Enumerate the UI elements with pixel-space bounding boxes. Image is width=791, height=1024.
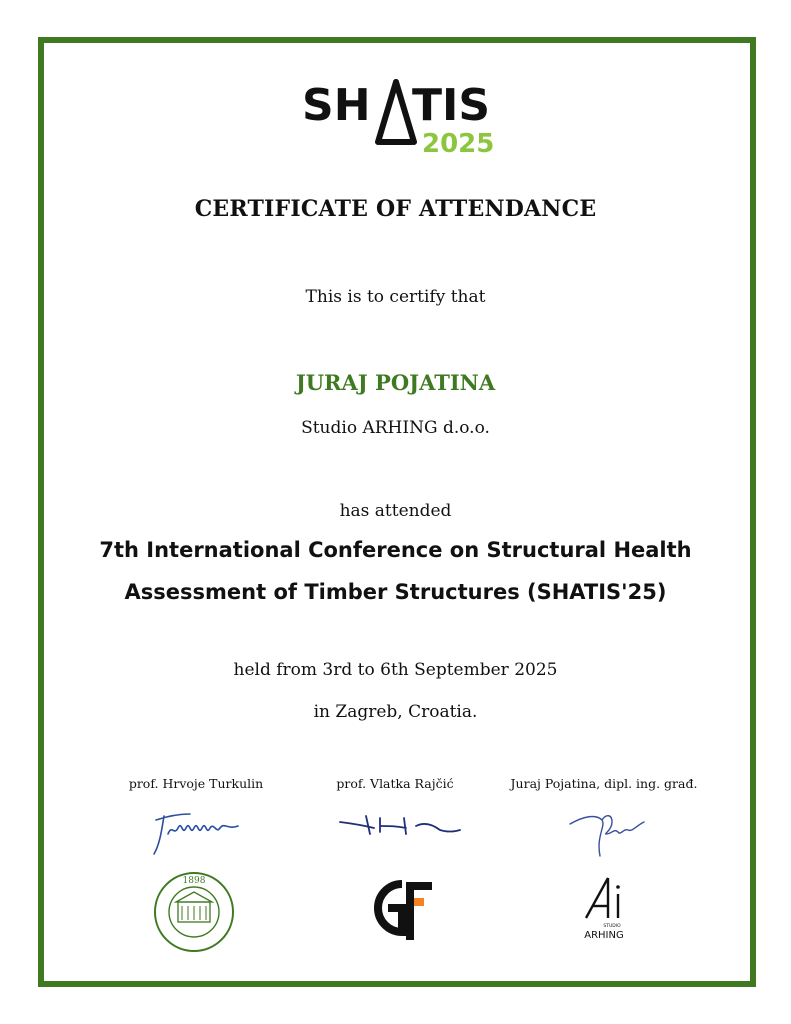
gf-faculty-logo bbox=[372, 876, 436, 942]
logo-text-sh: SH bbox=[302, 80, 371, 131]
arhing-label: ARHING bbox=[584, 930, 624, 941]
attended-text: has attended bbox=[339, 501, 452, 521]
conference-title-line-2: Assessment of Timber Structures (SHATIS'25) bbox=[124, 580, 667, 604]
shatis-logo bbox=[300, 76, 500, 156]
certificate-title: CERTIFICATE OF ATTENDANCE bbox=[194, 196, 597, 222]
event-dates: held from 3rd to 6th September 2025 bbox=[233, 660, 558, 680]
signature-turkulin bbox=[148, 806, 248, 862]
logo-a-triangle bbox=[378, 82, 414, 142]
arhing-small-label: STUDIO bbox=[603, 924, 621, 929]
studio-arhing-logo bbox=[578, 874, 634, 944]
faculty-seal-emblem bbox=[152, 870, 236, 954]
conference-title-line-1: 7th International Conference on Structural Health bbox=[99, 538, 692, 562]
signature-rajcic bbox=[336, 812, 464, 842]
intro-text: This is to certify that bbox=[305, 287, 486, 307]
logo-year: 2025 bbox=[422, 129, 495, 156]
seal-year: 1898 bbox=[182, 876, 206, 886]
event-location: in Zagreb, Croatia. bbox=[313, 702, 478, 722]
signer-turkulin: prof. Hrvoje Turkulin bbox=[128, 776, 264, 791]
signer-pojatina: Juraj Pojatina, dipl. ing. građ. bbox=[510, 776, 698, 791]
recipient-organization: Studio ARHING d.o.o. bbox=[301, 418, 490, 438]
recipient-name: JURAJ POJATINA bbox=[295, 370, 496, 395]
signature-pojatina bbox=[566, 806, 650, 864]
logo-text-tis: TIS bbox=[412, 80, 491, 131]
signer-rajcic: prof. Vlatka Rajčić bbox=[336, 776, 454, 791]
